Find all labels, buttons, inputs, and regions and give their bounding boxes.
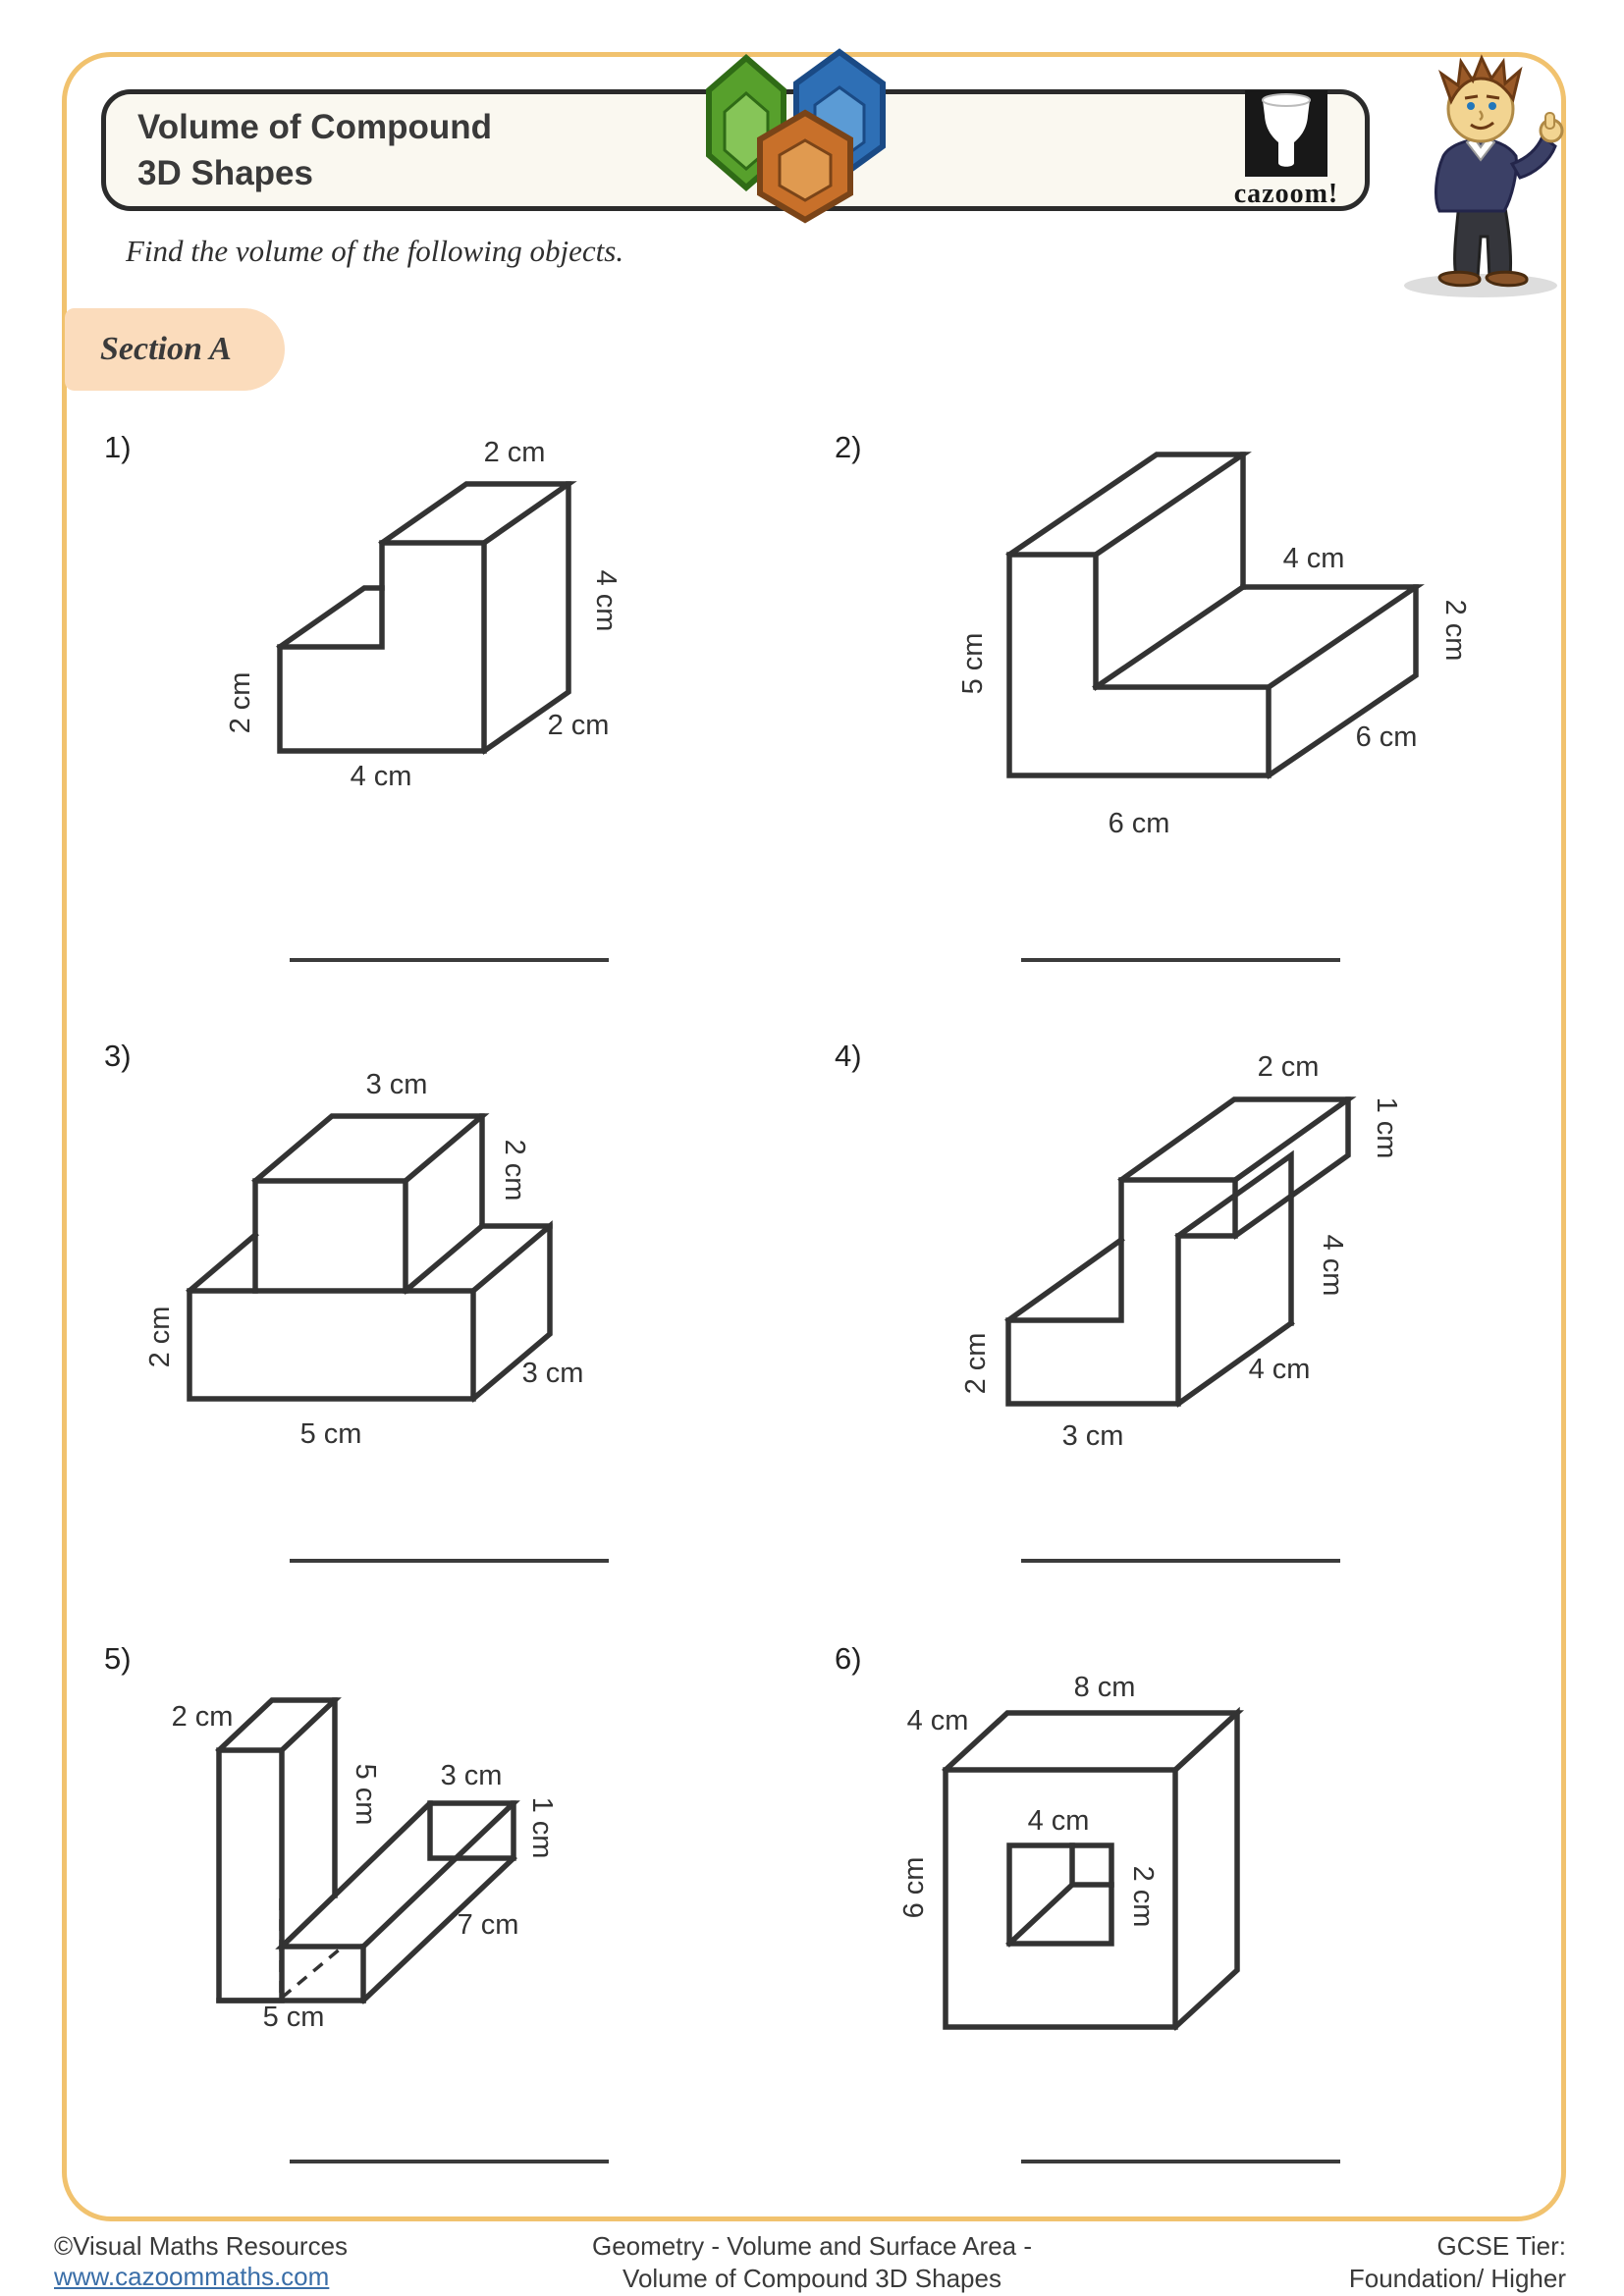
problem-4-number: 4) bbox=[835, 1039, 862, 1073]
dimension-label: 4 cm bbox=[590, 569, 622, 632]
dimension-label: 6 cm bbox=[898, 1856, 930, 1919]
problem-3-number: 3) bbox=[104, 1039, 132, 1073]
page-title-line1: Volume of Compound bbox=[137, 108, 492, 146]
cazoom-logo bbox=[1218, 88, 1355, 208]
problem-2-number: 2) bbox=[835, 430, 862, 464]
footer-website-link[interactable]: www.cazoommaths.com bbox=[54, 2262, 330, 2291]
mascot-shoe-left bbox=[1439, 272, 1480, 286]
mascot-character bbox=[1382, 54, 1579, 299]
footer-center bbox=[468, 2230, 1156, 2294]
problem-1-number: 1) bbox=[104, 430, 132, 464]
dimension-label: 4 cm bbox=[906, 1705, 969, 1736]
dimension-label: 4 cm bbox=[1317, 1234, 1348, 1297]
answer-line-6[interactable] bbox=[1021, 2160, 1340, 2163]
page-title bbox=[137, 104, 492, 197]
figure-2-drawing bbox=[933, 294, 1483, 844]
figure-5-drawing bbox=[147, 1669, 619, 2061]
footer-center-line2: Volume of Compound 3D Shapes bbox=[623, 2263, 1001, 2293]
dimension-label: 2 cm bbox=[547, 710, 610, 741]
cubes-logo-icon bbox=[687, 44, 933, 226]
figure-6-drawing bbox=[864, 1659, 1335, 2071]
section-a-label: Section A bbox=[100, 331, 232, 367]
cazoom-goblet-icon bbox=[1245, 90, 1327, 177]
dimension-label: 2 cm bbox=[1257, 1051, 1320, 1083]
figure-1-drawing bbox=[196, 422, 658, 815]
mascot-legs bbox=[1455, 203, 1511, 278]
answer-line-4[interactable] bbox=[1021, 1559, 1340, 1563]
footer-tier-line1: GCSE Tier: bbox=[1436, 2231, 1566, 2261]
mascot-eye-right bbox=[1489, 102, 1496, 110]
answer-line-1[interactable] bbox=[290, 958, 609, 962]
dimension-label: 3 cm bbox=[365, 1069, 428, 1100]
dimension-label: 4 cm bbox=[1282, 543, 1345, 574]
dimension-label: 8 cm bbox=[1073, 1672, 1136, 1703]
answer-line-5[interactable] bbox=[290, 2160, 609, 2163]
dimension-label: 5 cm bbox=[262, 2002, 325, 2033]
section-a-banner bbox=[65, 308, 285, 391]
page-title-line2: 3D Shapes bbox=[137, 154, 313, 193]
figure-3-drawing bbox=[137, 1060, 628, 1472]
footer-tier-line2: Foundation/ Higher bbox=[1348, 2263, 1566, 2293]
dimension-label: 4 cm bbox=[350, 761, 412, 792]
answer-line-3[interactable] bbox=[290, 1559, 609, 1563]
dimension-label: 2 cm bbox=[960, 1332, 992, 1395]
problem-6-number: 6) bbox=[835, 1641, 862, 1676]
mascot-shoe-right bbox=[1487, 272, 1527, 286]
dimension-label: 2 cm bbox=[483, 437, 546, 468]
mascot-arm bbox=[1512, 136, 1555, 178]
dimension-label: 1 cm bbox=[1371, 1096, 1402, 1159]
dimension-label: 3 cm bbox=[521, 1358, 584, 1389]
dimension-label: 2 cm bbox=[1439, 599, 1471, 662]
dimension-label: 2 cm bbox=[144, 1306, 176, 1368]
dimension-label: 5 cm bbox=[957, 632, 989, 695]
dimension-label: 2 cm bbox=[225, 671, 256, 734]
figure-4-drawing bbox=[933, 1041, 1424, 1472]
dimension-label: 3 cm bbox=[1061, 1420, 1124, 1452]
dimension-label: 5 cm bbox=[350, 1763, 381, 1826]
dimension-label: 1 cm bbox=[526, 1796, 558, 1859]
footer-center-line1: Geometry - Volume and Surface Area - bbox=[592, 2231, 1032, 2261]
dimension-label: 2 cm bbox=[1127, 1865, 1159, 1928]
cazoom-brand-text: cazoom! bbox=[1233, 179, 1339, 209]
dimension-label: 6 cm bbox=[1355, 721, 1418, 753]
dimension-label: 7 cm bbox=[457, 1909, 519, 1941]
dimension-label: 2 cm bbox=[499, 1139, 530, 1201]
cube-orange-facet bbox=[780, 140, 831, 200]
dimension-label: 3 cm bbox=[440, 1760, 503, 1791]
dimension-label: 2 cm bbox=[171, 1701, 234, 1733]
answer-line-2[interactable] bbox=[1021, 958, 1340, 962]
footer-tier bbox=[1272, 2230, 1566, 2294]
instruction-text: Find the volume of the following objects. bbox=[126, 234, 624, 268]
dimension-label: 4 cm bbox=[1248, 1354, 1311, 1385]
footer-copyright: ©Visual Maths Resources bbox=[54, 2231, 349, 2261]
dimension-label: 6 cm bbox=[1108, 808, 1170, 839]
mascot-eye-left bbox=[1467, 102, 1475, 110]
dimension-label: 5 cm bbox=[299, 1418, 362, 1450]
problem-5-number: 5) bbox=[104, 1641, 132, 1676]
dimension-label: 4 cm bbox=[1027, 1805, 1090, 1837]
